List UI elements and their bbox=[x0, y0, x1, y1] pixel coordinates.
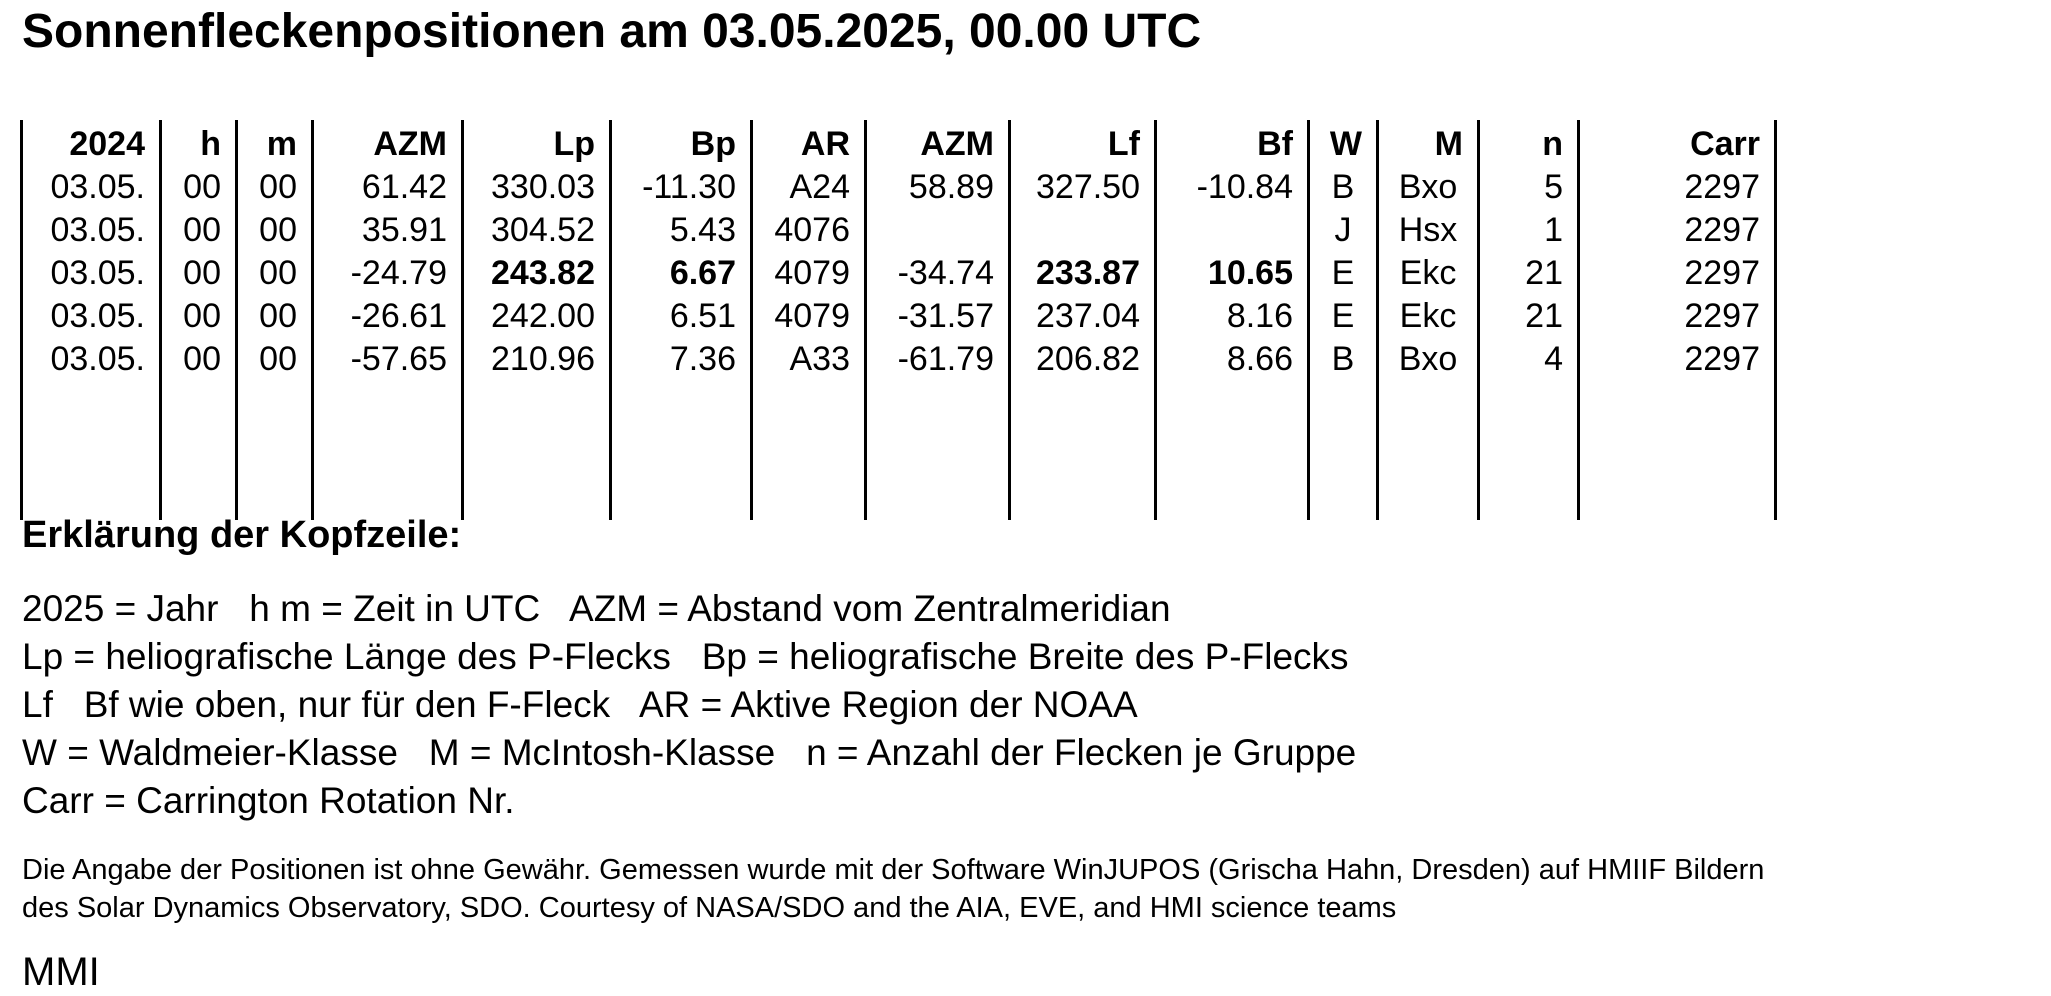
table-cell: 1 bbox=[1479, 209, 1579, 252]
col-header-azm-f: AZM bbox=[866, 120, 1010, 166]
table-cell: 03.05. bbox=[22, 252, 161, 295]
table-cell: 304.52 bbox=[463, 209, 611, 252]
author-signature: MMI bbox=[22, 950, 100, 994]
table-cell: 6.67 bbox=[611, 252, 752, 295]
col-header-ar: AR bbox=[752, 120, 866, 166]
legend-line: W = Waldmeier-Klasse M = McIntosh-Klasse n = Anzahl der Flecken je Gruppe bbox=[22, 732, 1357, 773]
table-cell: 242.00 bbox=[463, 295, 611, 338]
table-header-row bbox=[22, 120, 1776, 166]
table-row bbox=[22, 252, 1776, 295]
table-cell: 21 bbox=[1479, 252, 1579, 295]
table-cell: 00 bbox=[237, 295, 313, 338]
table-cell: 10.65 bbox=[1156, 252, 1309, 295]
table-cell bbox=[1010, 209, 1156, 252]
table-cell: 03.05. bbox=[22, 209, 161, 252]
table-cell: Bxo bbox=[1378, 338, 1479, 381]
table-cell: 21 bbox=[1479, 295, 1579, 338]
table-cell: 61.42 bbox=[313, 166, 463, 209]
table-cell: 00 bbox=[237, 166, 313, 209]
table-cell: 2297 bbox=[1579, 295, 1776, 338]
table-cell: 5 bbox=[1479, 166, 1579, 209]
table-cell: -11.30 bbox=[611, 166, 752, 209]
table-cell: -61.79 bbox=[866, 338, 1010, 381]
col-header-hour: h bbox=[161, 120, 237, 166]
legend-line: Lp = heliografische Länge des P-Flecks Bp = heliografische Breite des P-Flecks bbox=[22, 636, 1349, 677]
disclaimer bbox=[22, 851, 1764, 927]
table-cell: 4079 bbox=[752, 295, 866, 338]
table-cell: 233.87 bbox=[1010, 252, 1156, 295]
table-cell: 03.05. bbox=[22, 166, 161, 209]
col-header-count: n bbox=[1479, 120, 1579, 166]
table-row bbox=[22, 295, 1776, 338]
col-header-azm-p: AZM bbox=[313, 120, 463, 166]
table-cell: A24 bbox=[752, 166, 866, 209]
legend-line: Lf Bf wie oben, nur für den F-Fleck AR = Aktive Region der NOAA bbox=[22, 684, 1138, 725]
table-cell: E bbox=[1309, 252, 1378, 295]
table-cell: B bbox=[1309, 338, 1378, 381]
table-cell: 35.91 bbox=[313, 209, 463, 252]
table-cell: E bbox=[1309, 295, 1378, 338]
col-header-lp: Lp bbox=[463, 120, 611, 166]
table-cell: -24.79 bbox=[313, 252, 463, 295]
table-cell: 00 bbox=[161, 166, 237, 209]
table-cell: 2297 bbox=[1579, 209, 1776, 252]
table-cell: 03.05. bbox=[22, 295, 161, 338]
table-cell: 2297 bbox=[1579, 166, 1776, 209]
col-header-lf: Lf bbox=[1010, 120, 1156, 166]
table-cell: 206.82 bbox=[1010, 338, 1156, 381]
legend-line: 2025 = Jahr h m = Zeit in UTC AZM = Abstand vom Zentralmeridian bbox=[22, 588, 1171, 629]
col-header-year: 2024 bbox=[22, 120, 161, 166]
col-header-mcintosh: M bbox=[1378, 120, 1479, 166]
table-cell: 4076 bbox=[752, 209, 866, 252]
table-empty-row bbox=[22, 381, 1776, 520]
table-cell: 00 bbox=[161, 295, 237, 338]
table-cell: 00 bbox=[161, 209, 237, 252]
table-cell: 243.82 bbox=[463, 252, 611, 295]
table-cell: Ekc bbox=[1378, 252, 1479, 295]
table-cell: Bxo bbox=[1378, 166, 1479, 209]
page-title: Sonnenfleckenpositionen am 03.05.2025, 00.00 UTC bbox=[22, 5, 1202, 58]
table-cell: -31.57 bbox=[866, 295, 1010, 338]
table-cell: 327.50 bbox=[1010, 166, 1156, 209]
table-row bbox=[22, 338, 1776, 381]
legend-block bbox=[22, 585, 1356, 825]
table-cell: -10.84 bbox=[1156, 166, 1309, 209]
legend-line: Carr = Carrington Rotation Nr. bbox=[22, 780, 515, 821]
table-cell: Hsx bbox=[1378, 209, 1479, 252]
table-cell: 237.04 bbox=[1010, 295, 1156, 338]
col-header-bf: Bf bbox=[1156, 120, 1309, 166]
table-cell: -26.61 bbox=[313, 295, 463, 338]
table-cell: 58.89 bbox=[866, 166, 1010, 209]
table-cell: A33 bbox=[752, 338, 866, 381]
table-cell bbox=[866, 209, 1010, 252]
table-cell: -57.65 bbox=[313, 338, 463, 381]
table-cell: -34.74 bbox=[866, 252, 1010, 295]
col-header-waldmeier: W bbox=[1309, 120, 1378, 166]
table-cell: 2297 bbox=[1579, 252, 1776, 295]
table-row bbox=[22, 166, 1776, 209]
disclaimer-line: Die Angabe der Positionen ist ohne Gewähr. Gemessen wurde mit der Software WinJUPOS (Grischa Hahn, Dresden) auf HMIIF Bildern bbox=[22, 854, 1765, 886]
col-header-carrington: Carr bbox=[1579, 120, 1776, 166]
table-cell: B bbox=[1309, 166, 1378, 209]
table-cell: 8.16 bbox=[1156, 295, 1309, 338]
table-cell: 00 bbox=[237, 338, 313, 381]
table-cell: Ekc bbox=[1378, 295, 1479, 338]
sunspot-table bbox=[20, 120, 1777, 520]
table-cell: 4079 bbox=[752, 252, 866, 295]
legend-heading: Erklärung der Kopfzeile: bbox=[22, 514, 462, 556]
table-cell: 00 bbox=[161, 338, 237, 381]
table-cell: 00 bbox=[237, 209, 313, 252]
table-row bbox=[22, 209, 1776, 252]
table-cell bbox=[1156, 209, 1309, 252]
table-cell: 00 bbox=[237, 252, 313, 295]
table-cell: 7.36 bbox=[611, 338, 752, 381]
col-header-bp: Bp bbox=[611, 120, 752, 166]
table-cell: 6.51 bbox=[611, 295, 752, 338]
col-header-minute: m bbox=[237, 120, 313, 166]
table-cell: 8.66 bbox=[1156, 338, 1309, 381]
table-cell: 330.03 bbox=[463, 166, 611, 209]
table-cell: 03.05. bbox=[22, 338, 161, 381]
table-cell: 2297 bbox=[1579, 338, 1776, 381]
table-cell: 00 bbox=[161, 252, 237, 295]
table-cell: 5.43 bbox=[611, 209, 752, 252]
disclaimer-line: des Solar Dynamics Observatory, SDO. Courtesy of NASA/SDO and the AIA, EVE, and HMI science teams bbox=[22, 892, 1397, 924]
table-cell: J bbox=[1309, 209, 1378, 252]
table-cell: 4 bbox=[1479, 338, 1579, 381]
table-cell: 210.96 bbox=[463, 338, 611, 381]
